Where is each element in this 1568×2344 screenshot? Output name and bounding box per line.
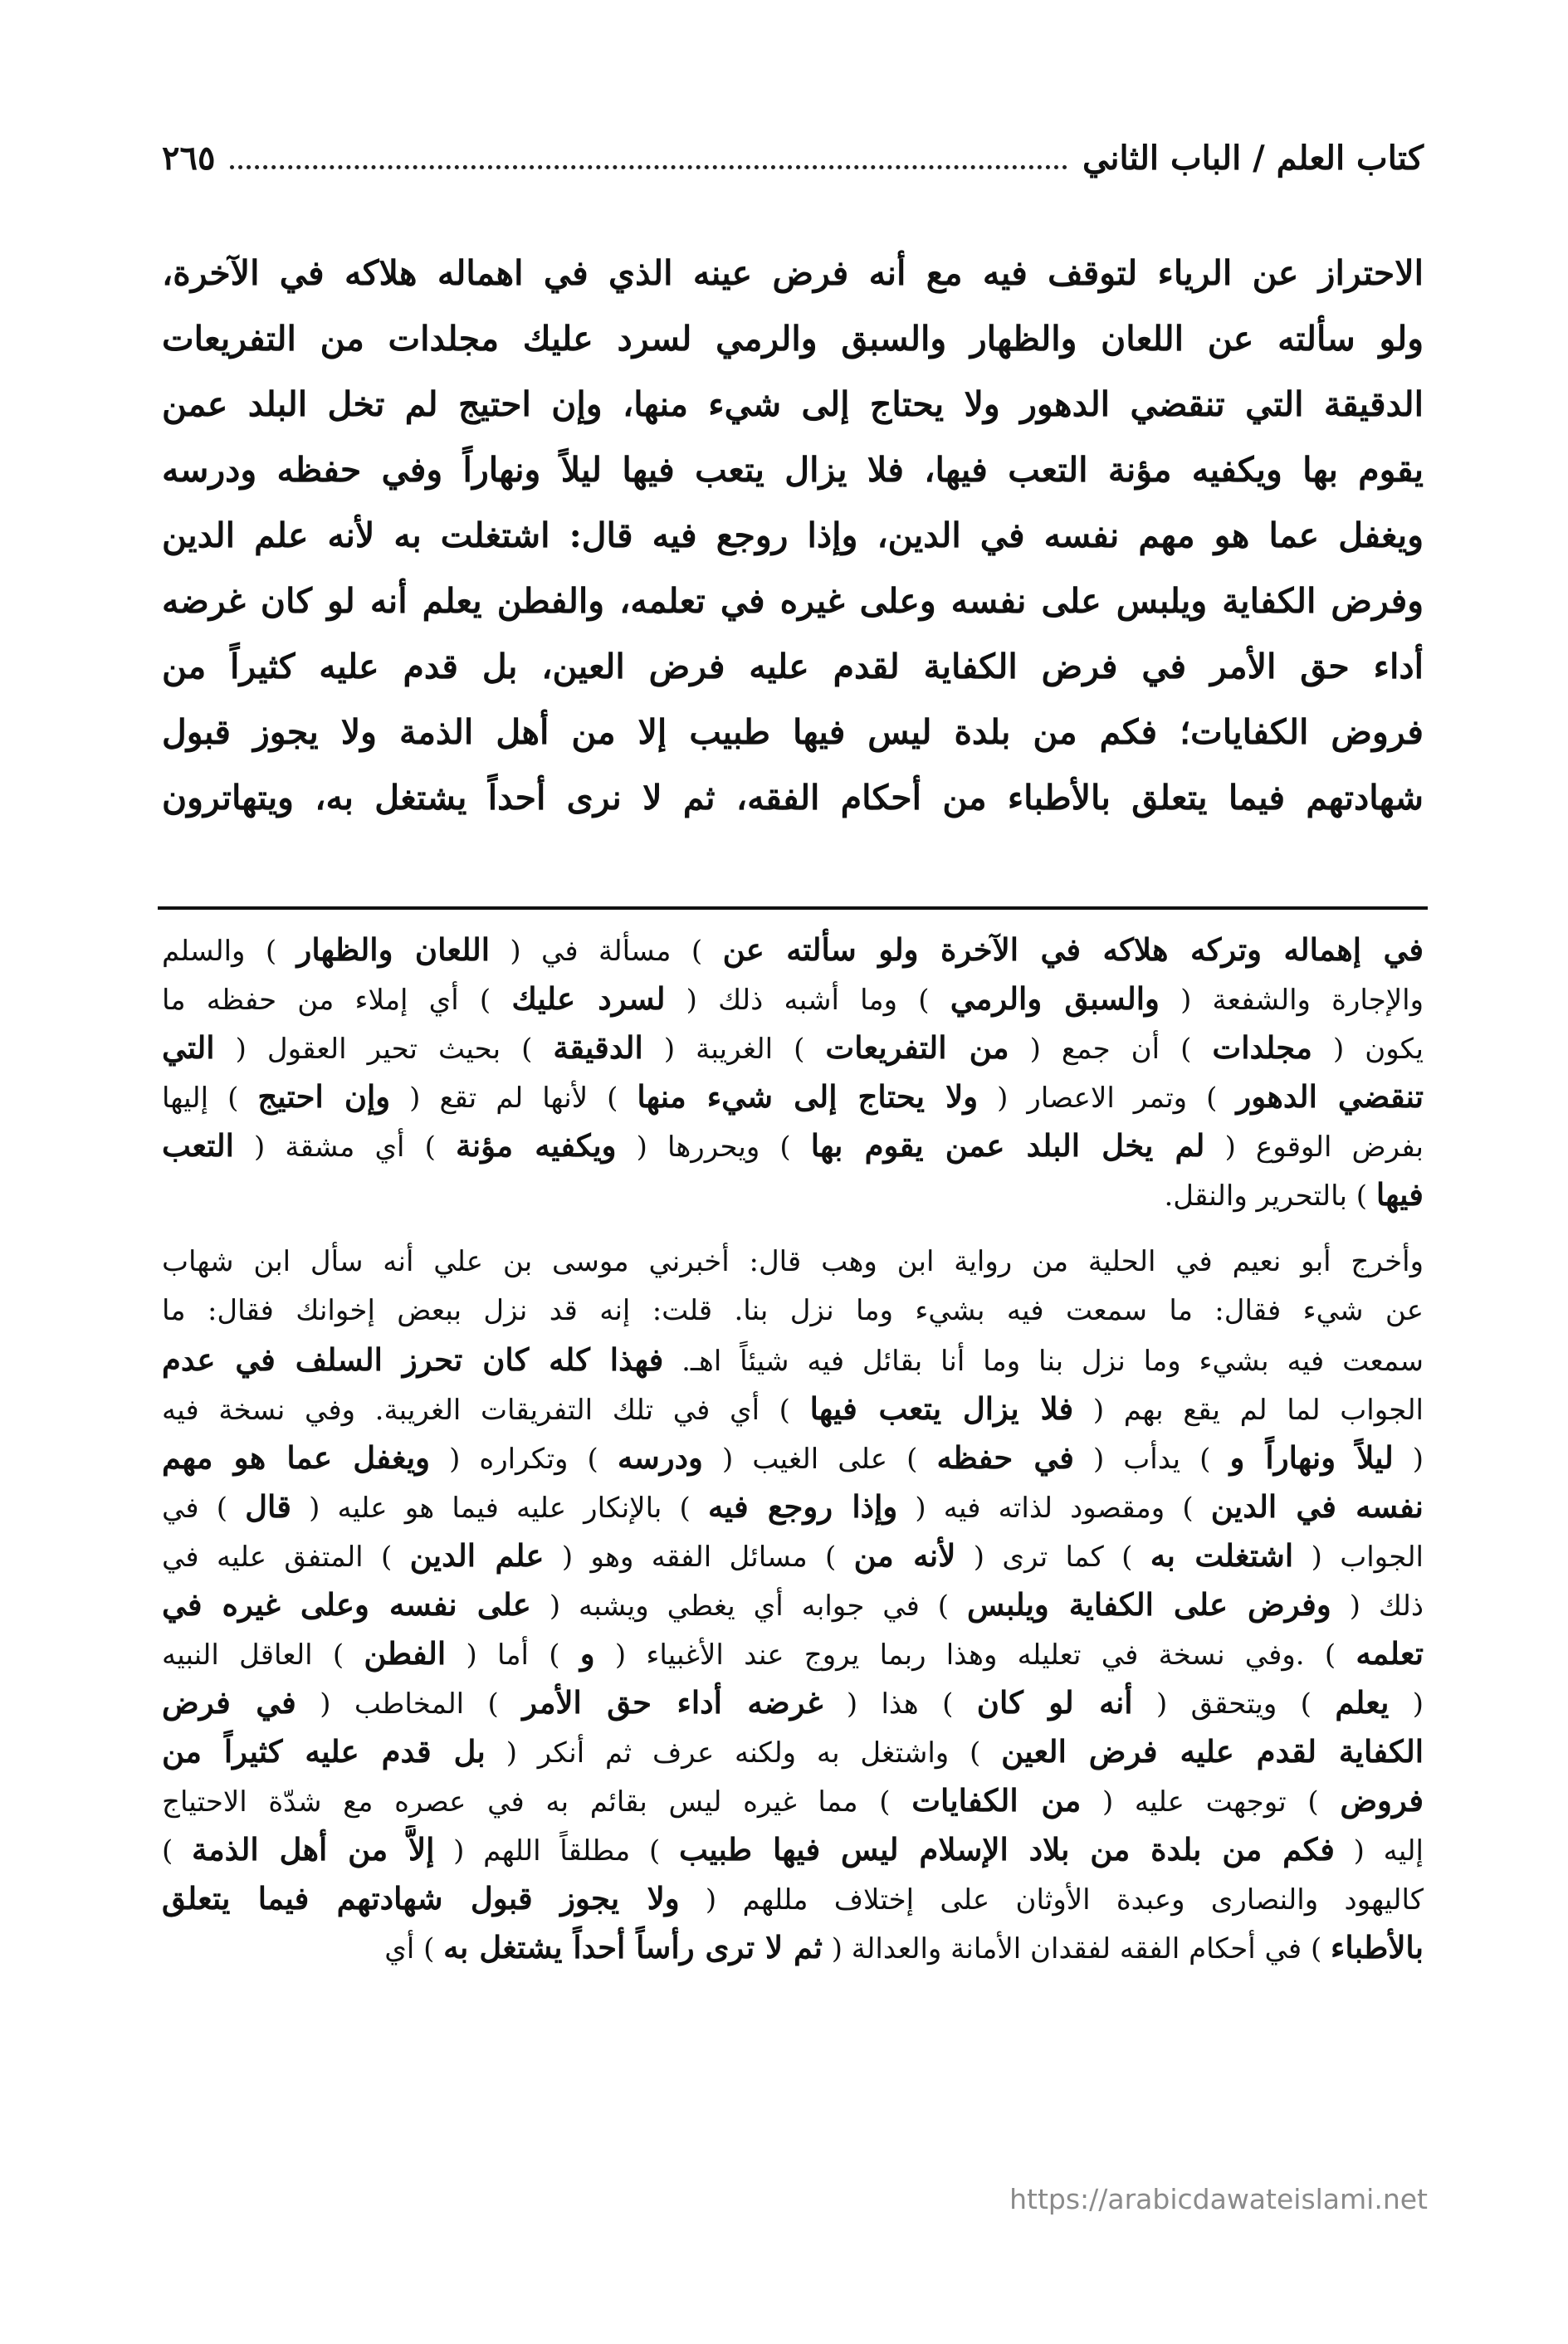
commentary-line [162,1170,1424,1219]
quoted-phrase: ودرسه [617,1439,703,1476]
running-header [162,133,1424,183]
quoted-phrase: بل قدم عليه كثيراً من [162,1733,486,1770]
commentary-line [162,1336,1424,1384]
commentary-line [162,1776,1424,1825]
main-text-line: أداء حق الأمر في فرض الكفاية لقدم عليه فرض العين، بل قدم عليه كثيراً من [162,647,1424,686]
quoted-phrase: نفسه في الدين [1210,1488,1424,1525]
quoted-phrase: فروض [1340,1782,1424,1819]
commentary-text: ) الغريبة ( [663,1033,805,1066]
commentary-text: ) العاقل النبيه [162,1638,344,1672]
commentary-text: ) بالإنكار عليه فيما هو عليه ( [309,1492,691,1525]
quoted-phrase: فلا يزال يتعب فيها [809,1390,1074,1427]
quoted-phrase: اللعان والظهار [296,931,491,968]
main-text-line: وفرض الكفاية ويلبس على نفسه وعلى غيره في تعلمه، والفطن يعلم أنه لو كان غرضه [162,581,1424,621]
quoted-phrase: لم يخل البلد عمن يقوم بها [810,1127,1205,1164]
commentary-text: ) وتكراره ( [449,1443,598,1476]
commentary-paragraph [162,1238,1424,1972]
quoted-phrase: الفطن [364,1635,447,1672]
commentary-paragraph [162,925,1424,1219]
commentary-text: عن شيء فقال: ما سمعت فيه بشيء وما نزل بنا. قلت: إنه قد نزل ببعض إخوانك فقال: ما [162,1294,1424,1327]
commentary-line [162,1874,1424,1923]
quoted-phrase: يعلم [1335,1684,1390,1721]
watermark: https://arabicdawateislami.net [1009,2183,1428,2215]
quoted-phrase: اشتغلت به [1150,1537,1294,1574]
commentary-line [162,1580,1424,1629]
quoted-phrase: تعلمه [1356,1635,1424,1672]
quoted-phrase: الكفاية لقدم عليه فرض العين [1001,1733,1424,1770]
main-text-line: الاحتراز عن الرياء لتوقف فيه مع أنه فرض عينه الذي في اهماله هلاكه في الآخرة، [162,253,1424,293]
main-text-line: شهادتهم فيما يتعلق بالأطباء من أحكام الفقه، ثم لا نرى أحداً يشتغل به، ويتهاترون [162,778,1424,818]
quoted-phrase: التي [162,1029,215,1066]
main-text-line: ولو سألته عن اللعان والظهار والسبق والرمي لسرد عليك مجلدات من التفريعات [162,319,1424,359]
quoted-phrase: إلاَّ من أهل الذمة [192,1831,435,1868]
quoted-phrase: من الكفايات [911,1782,1082,1819]
commentary-text: ) واشتغل به ولكنه عرف ثم أنكر ( [506,1736,981,1770]
quoted-phrase: على نفسه وعلى غيره في [162,1586,531,1623]
quoted-phrase: وإذا روجع فيه [707,1488,898,1525]
commentary-text: ) إليها [162,1082,239,1115]
quoted-phrase: في فرض [162,1684,296,1721]
commentary-line [162,1629,1424,1678]
commentary-text: ) أي مشقة ( [254,1130,436,1164]
commentary-line [162,925,1424,974]
commentary-text: ( [1412,1687,1424,1721]
commentary-text: ) في [162,1492,227,1525]
commentary-text: ) .وفي نسخة في تعليله وهذا ربما يروج عند الأغبياء ( [614,1638,1336,1672]
quoted-phrase: الدقيقة [553,1029,643,1066]
commentary-line [162,1238,1424,1287]
quoted-phrase: ويكفيه مؤنة [455,1127,617,1164]
quoted-phrase: فيها [1375,1176,1424,1213]
quoted-phrase: ثم لا ترى رأساً أحداً يشتغل به [443,1929,823,1966]
main-text-line: فروض الكفايات؛ فكم من بلدة ليس فيها طبيب إلا من أهل الذمة ولا يجوز قبول [162,712,1424,752]
quoted-phrase: في إهماله وتركه هلاكه في الآخرة ولو سألته عن [722,931,1424,968]
commentary-text: ) ومقصود لذاته فيه ( [915,1492,1194,1525]
quoted-phrase: ليلاً ونهاراً و [1229,1439,1394,1476]
main-text-line: الدقيقة التي تنقضي الدهور ولا يحتاج إلى شيء منها، وإن احتيج لم تخل البلد عمن [162,384,1424,424]
commentary-text: إليه ( [1353,1834,1424,1868]
commentary-text: سمعت فيه بشيء وما نزل بنا وما أنا بقائل فيه شيئاً اهـ. [681,1345,1424,1378]
quoted-phrase: وإن احتيج [257,1078,391,1115]
commentary-text: ) أي في تلك التفريقات الغريبة. وفي نسخة فيه [162,1394,790,1427]
main-text-line: ويغفل عما هو مهم نفسه في الدين، وإذا روجع فيه قال: اشتغلت به لأنه علم الدين [162,515,1424,555]
commentary-text: ) في أحكام الفقه لفقدان الأمانة والعدالة ( [831,1932,1322,1966]
commentary-text: ) وتمر الاعصار ( [997,1082,1218,1115]
quoted-phrase: وفرض على الكفاية ويلبس [967,1586,1331,1623]
quoted-phrase: من التفريعات [825,1029,1009,1066]
commentary-text: ) مسائل الفقه وهو ( [561,1541,837,1574]
commentary-text: ) والسلم [162,935,277,968]
quoted-phrase: لأنه من [853,1537,956,1574]
main-text-line: يقوم بها ويكفيه مؤنة التعب فيها، فلا يزال يتعب فيها ليلاً ونهاراً وفي حفظه ودرسه [162,450,1424,490]
commentary-line [162,1923,1424,1972]
commentary-text: ) مطلقاً اللهم ( [453,1834,661,1868]
commentary-text: ) أي إملاء من حفظه ما [162,984,491,1017]
commentary [162,925,1424,2179]
quoted-phrase: و [579,1635,595,1672]
commentary-text: ) [162,1834,173,1868]
quoted-phrase: قال [245,1488,291,1525]
commentary-line [162,1531,1424,1580]
commentary-text: ) المخاطب ( [320,1687,499,1721]
commentary-line [162,1121,1424,1170]
commentary-line [162,1727,1424,1776]
quoted-phrase: ويغفل عما هو مهم [162,1439,430,1476]
quoted-phrase: ولا يحتاج إلى شيء منها [637,1078,979,1115]
commentary-text: ) وما أشبه ذلك ( [686,984,930,1017]
quoted-phrase: لسرد عليك [511,980,666,1017]
commentary-text: ) توجهت عليه ( [1102,1785,1319,1819]
commentary-text: ) ويتحقق ( [1155,1687,1312,1721]
commentary-text: وأخرج أبو نعيم في الحلية من رواية ابن وهب قال: أخبرني موسى بن علي أنه سأل ابن شهاب [162,1245,1424,1278]
commentary-text: الجواب ( [1311,1541,1424,1574]
commentary-text: ) أما ( [466,1638,560,1672]
commentary-line [162,1433,1424,1482]
commentary-text: ) مما غيره ليس بقائم به في عصره مع شدّة الاحتياج [162,1785,891,1819]
commentary-text: ) مسألة في ( [510,935,703,968]
commentary-text: ) ويحررها ( [636,1130,791,1164]
commentary-text: والإجارة والشفعة ( [1180,984,1424,1017]
commentary-line [162,1287,1424,1336]
header-dotted-leader [230,165,1067,169]
commentary-text: ) في جوابه أي يغطي ويشبه ( [549,1590,950,1623]
commentary-text: الجواب لما لم يقع بهم ( [1092,1394,1424,1427]
commentary-text: يكون ( [1332,1033,1424,1066]
commentary-line [162,1825,1424,1874]
commentary-line [162,974,1424,1023]
commentary-text: ) بالتحرير والنقل. [1164,1179,1367,1213]
quoted-phrase: فكم من بلدة من بلاد الإسلام ليس فيها طبيب [679,1831,1335,1868]
commentary-text: ) لأنها لم تقع ( [409,1082,618,1115]
commentary-text: ) كما ترى ( [973,1541,1133,1574]
commentary-line [162,1482,1424,1531]
quoted-phrase: علم الدين [409,1537,545,1574]
quoted-phrase: والسبق والرمي [950,980,1160,1017]
commentary-text: ) أي [384,1932,435,1966]
commentary-text: ) بحيث تحير العقول ( [235,1033,533,1066]
quoted-phrase: ولا يجوز قبول شهادتهم فيما يتعلق [162,1880,680,1917]
main-text [162,241,1424,896]
commentary-text: ( [1412,1443,1424,1476]
commentary-text: ) يدأب ( [1092,1443,1211,1476]
quoted-phrase: فهذا كله كان تحرز السلف في عدم [162,1341,664,1378]
commentary-text: ذلك ( [1349,1590,1424,1623]
quoted-phrase: غرضه أداء حق الأمر [522,1684,823,1721]
quoted-phrase: في حفظه [936,1439,1074,1476]
page-number: ٢٦٥ [162,138,216,178]
chapter-title: كتاب العلم / الباب الثاني [1082,138,1424,178]
quoted-phrase: تنقضي الدهور [1236,1078,1424,1115]
commentary-text: ) على الغيب ( [721,1443,918,1476]
quoted-phrase: التعب [162,1127,234,1164]
commentary-text: كاليهود والنصارى وعبدة الأوثان على إختلاف مللهم ( [705,1883,1424,1917]
commentary-line [162,1384,1424,1433]
commentary-line [162,1072,1424,1121]
footnote-separator [158,906,1428,910]
commentary-line [162,1678,1424,1727]
commentary-text: بفرض الوقوع ( [1224,1130,1424,1164]
commentary-text: ) أن جمع ( [1029,1033,1192,1066]
commentary-line [162,1023,1424,1072]
commentary-text: ) المتفق عليه في [162,1541,393,1574]
quoted-phrase: مجلدات [1212,1029,1312,1066]
quoted-phrase: بالأطباء [1331,1929,1424,1966]
quoted-phrase: أنه لو كان [976,1684,1133,1721]
commentary-text: ) هذا ( [846,1687,954,1721]
